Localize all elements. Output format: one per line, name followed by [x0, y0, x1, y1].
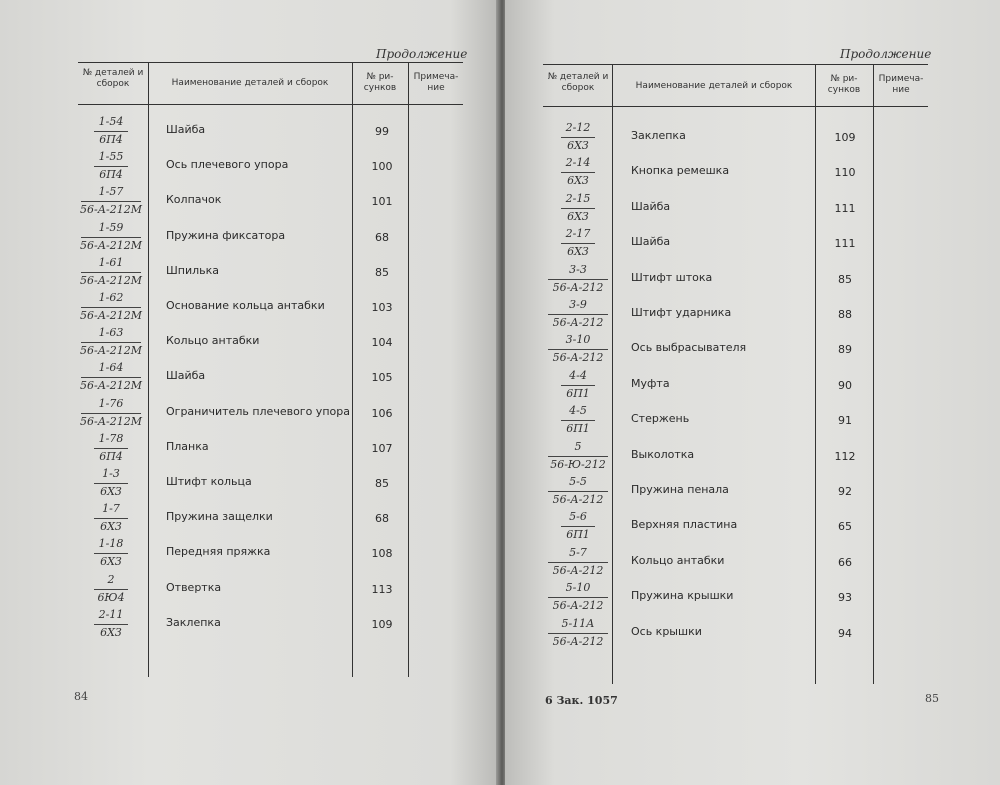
- figure-number: 104: [371, 336, 393, 350]
- fraction-bar: [94, 553, 128, 554]
- fraction-bar: [94, 624, 128, 625]
- part-code-drawing: 6Х3: [567, 139, 589, 152]
- figure-number: 90: [838, 378, 852, 392]
- col-divider: [408, 62, 409, 677]
- part-code: [545, 404, 611, 436]
- part-name: Заклепка: [631, 129, 686, 142]
- fraction-bar: [81, 307, 141, 308]
- figure-number: 100: [371, 160, 393, 174]
- part-code: [78, 185, 144, 217]
- part-code-number: 1-62: [98, 291, 124, 304]
- part-code: [545, 263, 611, 295]
- fraction-bar: [94, 448, 128, 449]
- part-code-number: 3-10: [565, 333, 591, 347]
- fraction-bar: [548, 597, 608, 598]
- part-code-drawing: 56-А-212: [552, 563, 604, 577]
- part-code-number: 1-3: [102, 467, 120, 480]
- header-parts-number: № деталей и сборок: [82, 68, 144, 89]
- figure-number: 111: [834, 237, 856, 251]
- part-code-number: 2-15: [565, 191, 591, 205]
- part-name: Верхняя пластина: [631, 518, 738, 532]
- part-code-number: 5-5: [569, 475, 587, 488]
- figure-number: 66: [838, 555, 852, 569]
- part-name: Шайба: [166, 369, 206, 383]
- part-code-number: 5-7: [569, 545, 587, 559]
- figure-number: 94: [838, 626, 852, 640]
- part-code-number: 1-63: [98, 326, 124, 340]
- part-name: Шпилька: [166, 263, 220, 277]
- part-code-number: 2-11: [98, 607, 124, 621]
- header-name: Наименование деталей и сборок: [635, 81, 793, 91]
- part-name: Шайба: [631, 199, 671, 213]
- fraction-bar: [81, 272, 141, 273]
- part-code-drawing: 6Х3: [567, 245, 589, 259]
- part-code-drawing: 56-А-212М: [79, 309, 143, 322]
- figure-number: 106: [371, 406, 393, 420]
- part-code-drawing: 6Х3: [100, 485, 122, 498]
- part-code: [78, 537, 144, 569]
- part-code: [545, 156, 611, 188]
- part-code-drawing: 6Ю4: [97, 590, 125, 604]
- header-figure: № ри-сунков: [827, 74, 861, 95]
- part-code-number: 4-5: [569, 404, 587, 418]
- figure-number: 109: [371, 617, 393, 631]
- header-notes: Примеча-ние: [878, 74, 924, 95]
- part-code-number: 1-7: [102, 502, 120, 516]
- figure-number: 103: [371, 301, 393, 314]
- part-code: [78, 608, 144, 640]
- part-code-drawing: 56-А-212: [552, 351, 604, 365]
- part-code-drawing: 56-А-212: [552, 599, 604, 613]
- part-code: [545, 617, 611, 649]
- figure-number: 85: [375, 265, 389, 279]
- part-name: Ось плечевого упора: [166, 158, 289, 172]
- fraction-bar: [548, 491, 608, 492]
- header-parts-number: № деталей и сборок: [547, 72, 609, 93]
- part-code-number: 1-54: [98, 115, 124, 128]
- table-top-rule: [543, 64, 928, 65]
- part-name: Основание кольца антабки: [166, 299, 325, 312]
- figure-number: 91: [838, 414, 852, 428]
- part-code-number: 1-64: [98, 361, 124, 375]
- part-code: [78, 326, 144, 358]
- page-number: 84: [74, 690, 88, 703]
- table-header-rule: [543, 106, 928, 107]
- part-code-drawing: 6Х3: [567, 209, 589, 223]
- part-name: Кнопка ремешка: [631, 164, 730, 178]
- part-code-number: 1-59: [98, 220, 124, 234]
- part-code: [545, 227, 611, 259]
- part-name: Штифт штока: [631, 270, 713, 284]
- fraction-bar: [548, 633, 608, 634]
- part-name: Пружина фиксатора: [166, 228, 286, 242]
- part-code: [545, 546, 611, 578]
- part-code: [545, 440, 611, 472]
- part-code: [78, 502, 144, 534]
- part-code-drawing: 6П1: [566, 386, 590, 400]
- part-code-drawing: 56-Ю-212: [550, 457, 606, 471]
- part-code-number: 1-57: [98, 185, 124, 199]
- part-code-number: 2-17: [565, 227, 591, 241]
- part-name: Пружина крышки: [631, 589, 734, 603]
- part-name: Штифт ударника: [631, 306, 732, 319]
- col-divider: [148, 62, 149, 677]
- part-code: [545, 510, 611, 542]
- part-code: [78, 256, 144, 288]
- part-code-number: 1-55: [98, 150, 124, 164]
- fraction-bar: [548, 349, 608, 350]
- part-code-number: 2-12: [565, 121, 591, 134]
- figure-number: 92: [838, 485, 852, 498]
- figure-number: 107: [371, 441, 393, 455]
- figure-number: 68: [375, 512, 389, 526]
- fraction-bar: [548, 314, 608, 315]
- part-code-drawing: 6П4: [99, 449, 123, 463]
- part-code: [545, 192, 611, 224]
- part-code-drawing: 6Х3: [100, 555, 122, 569]
- part-code: [78, 221, 144, 253]
- header-figure: № ри-сунков: [363, 72, 397, 93]
- fraction-bar: [561, 420, 595, 421]
- col-divider: [352, 62, 353, 677]
- part-name: Шайба: [631, 235, 671, 249]
- part-code-drawing: 6П1: [566, 422, 590, 436]
- part-name: Колпачок: [166, 193, 222, 207]
- figure-number: 99: [375, 125, 389, 138]
- continuation-label: Продолжение: [840, 47, 932, 61]
- figure-number: 109: [834, 131, 856, 144]
- fraction-bar: [81, 201, 141, 202]
- part-code-drawing: 6Х3: [567, 174, 589, 188]
- part-code-number: 5-11А: [561, 616, 595, 630]
- part-code-number: 5-10: [565, 581, 591, 595]
- part-code-number: 1-18: [98, 537, 124, 551]
- table-top-rule: [78, 62, 463, 63]
- fraction-bar: [94, 518, 128, 519]
- part-code: [545, 369, 611, 401]
- col-divider: [612, 64, 613, 684]
- part-code-number: 1-78: [98, 431, 124, 445]
- part-name: Стержень: [631, 412, 690, 426]
- part-code: [78, 361, 144, 393]
- figure-number: 68: [375, 230, 389, 244]
- part-name: Ось выбрасывателя: [631, 341, 747, 355]
- part-code: [78, 432, 144, 464]
- col-divider: [815, 64, 816, 684]
- header-name: Наименование деталей и сборок: [171, 78, 329, 88]
- figure-number: 88: [838, 308, 852, 321]
- part-code: [545, 121, 611, 153]
- part-code-drawing: 56-А-212М: [79, 414, 143, 428]
- part-code: [78, 150, 144, 182]
- figure-number: 111: [834, 201, 856, 215]
- fraction-bar: [561, 137, 595, 138]
- fraction-bar: [81, 413, 141, 414]
- part-name: Передняя пряжка: [166, 545, 271, 559]
- figure-number: 105: [371, 371, 393, 385]
- part-code-drawing: 6П4: [99, 168, 123, 182]
- part-code-number: 2-14: [565, 156, 591, 170]
- part-code: [545, 581, 611, 613]
- part-code: [78, 397, 144, 429]
- part-code-drawing: 6П1: [566, 528, 590, 542]
- figure-number: 89: [838, 343, 852, 357]
- part-code: [78, 573, 144, 605]
- part-code-number: 4-4: [569, 368, 587, 382]
- col-divider: [873, 64, 874, 684]
- figure-number: 93: [838, 591, 852, 605]
- fraction-bar: [561, 526, 595, 527]
- part-name: Ограничитель плечевого упора: [166, 404, 350, 418]
- part-name: Муфта: [631, 376, 670, 390]
- part-name: Пружина защелки: [166, 510, 273, 524]
- part-name: Кольцо антабки: [631, 553, 725, 567]
- fraction-bar: [561, 172, 595, 173]
- part-code-drawing: 6Х3: [100, 520, 122, 534]
- part-code-number: 2: [107, 572, 115, 586]
- part-code-number: 3-9: [569, 298, 587, 311]
- part-code-drawing: 56-А-212М: [79, 344, 143, 358]
- page-number: 85: [925, 692, 939, 705]
- figure-number: 85: [375, 477, 389, 490]
- fraction-bar: [81, 342, 141, 343]
- part-name: Планка: [166, 439, 209, 453]
- part-code-drawing: 56-А-212: [552, 493, 604, 506]
- part-code-number: 5-6: [569, 510, 587, 524]
- fraction-bar: [548, 562, 608, 563]
- part-code: [78, 115, 144, 147]
- part-name: Ось крышки: [631, 624, 702, 638]
- figure-number: 65: [838, 520, 852, 534]
- figure-number: 108: [371, 547, 393, 561]
- part-code-drawing: 56-А-212: [552, 634, 604, 648]
- part-code-drawing: 6Х3: [100, 625, 122, 639]
- part-code-drawing: 56-А-212М: [79, 238, 143, 252]
- fraction-bar: [94, 131, 128, 132]
- table-header-rule: [78, 104, 463, 105]
- part-code-drawing: 56-А-212М: [79, 203, 143, 217]
- part-code-drawing: 56-А-212: [552, 280, 604, 294]
- fraction-bar: [561, 243, 595, 244]
- part-code: [78, 291, 144, 323]
- figure-number: 112: [834, 449, 856, 463]
- figure-number: 110: [834, 166, 856, 180]
- part-name: Кольцо антабки: [166, 334, 260, 348]
- part-code-number: 5: [574, 439, 582, 453]
- part-name: Пружина пенала: [631, 483, 729, 496]
- figure-number: 101: [371, 195, 393, 209]
- part-code: [545, 298, 611, 330]
- figure-number: 113: [371, 582, 393, 596]
- part-name: Отвертка: [166, 580, 222, 594]
- fraction-bar: [548, 456, 608, 457]
- part-name: Выколотка: [631, 447, 695, 461]
- fraction-bar: [81, 237, 141, 238]
- figure-number: 85: [838, 272, 852, 286]
- part-code-number: 1-61: [98, 255, 124, 269]
- fraction-bar: [548, 279, 608, 280]
- header-notes: Примеча-ние: [413, 72, 459, 93]
- part-code-drawing: 56-А-212: [552, 316, 604, 329]
- fraction-bar: [94, 166, 128, 167]
- part-code: [545, 333, 611, 365]
- right-page: [505, 0, 1000, 785]
- print-signature: 6 Зак. 1057: [545, 694, 618, 707]
- fraction-bar: [561, 385, 595, 386]
- part-code-drawing: 6П4: [99, 133, 123, 146]
- part-code: [78, 467, 144, 499]
- part-name: Заклепка: [166, 615, 221, 629]
- part-code-drawing: 56-А-212М: [79, 273, 143, 287]
- part-name: Шайба: [166, 123, 206, 136]
- fraction-bar: [561, 208, 595, 209]
- part-code: [545, 475, 611, 507]
- continuation-label: Продолжение: [376, 47, 468, 61]
- part-code-number: 1-76: [98, 396, 124, 410]
- part-name: Штифт кольца: [166, 475, 252, 488]
- part-code-drawing: 56-А-212М: [79, 379, 143, 393]
- fraction-bar: [94, 589, 128, 590]
- fraction-bar: [94, 483, 128, 484]
- part-code-number: 3-3: [569, 262, 587, 276]
- fraction-bar: [81, 377, 141, 378]
